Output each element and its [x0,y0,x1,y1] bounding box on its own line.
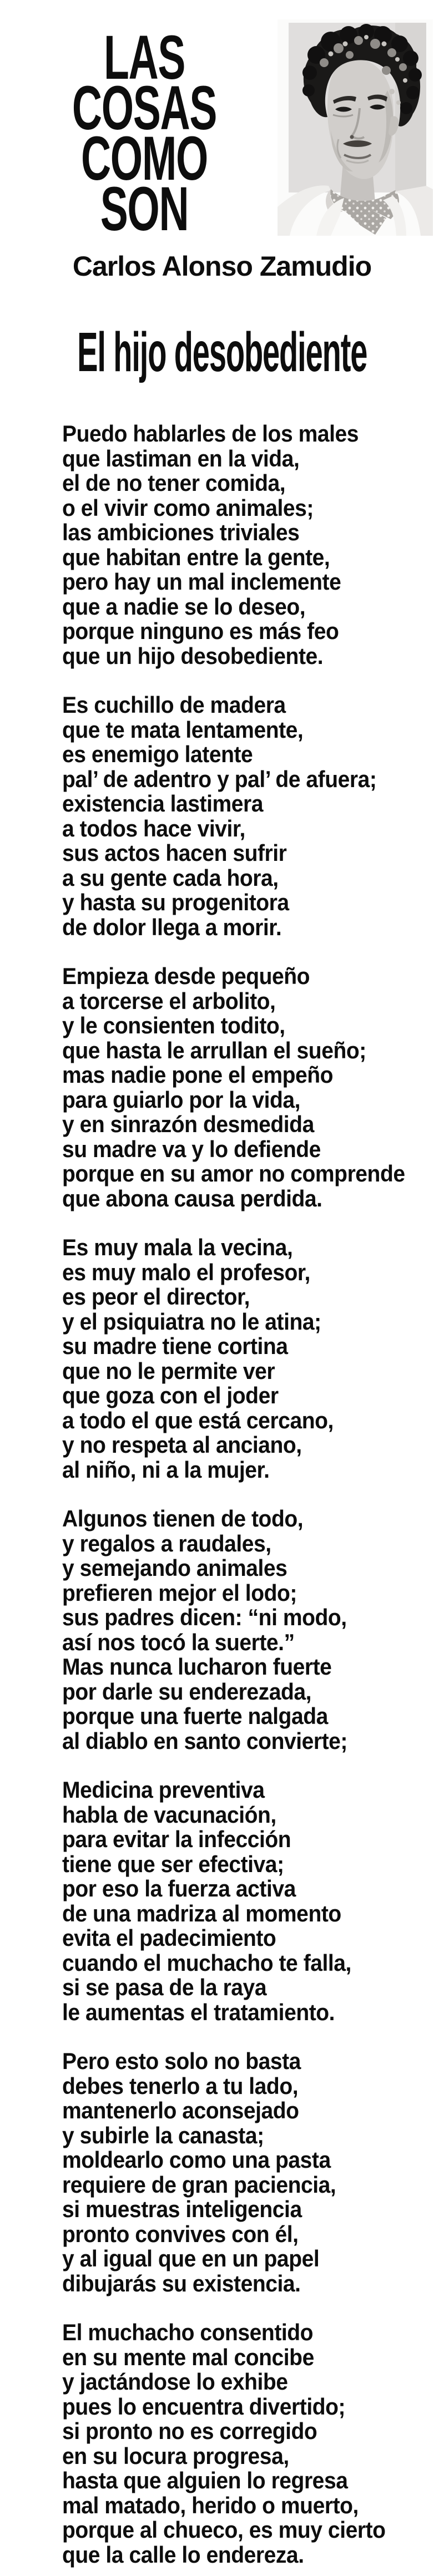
author-byline: Carlos Alonso Zamudio [72,251,372,282]
poem-line: porque al chueco, es muy cierto [62,2517,386,2543]
poem-line: pues lo encuentra divertido; [62,2393,346,2420]
poem-line: moldearlo como una pasta [62,2147,331,2173]
poem-line: porque una fuerte nalgada [62,1703,328,1729]
logo-line: COMO [80,124,208,193]
poem-line: que te mata lentamente, [62,716,304,743]
poem-line: a su gente cada hora, [62,864,279,891]
poem-line: El muchacho consentido [62,2319,314,2345]
poem-line: y hasta su progenitora [62,889,289,915]
poem-line: al niño, ni a la mujer. [62,1456,270,1483]
poem-line: en su mente mal concibe [62,2344,314,2370]
poem-line: y le consienten todito, [62,1012,285,1038]
poem-line: para evitar la infección [62,1826,291,1852]
poem-line: y semejando animales [62,1555,287,1581]
stanza [62,422,403,668]
poem-line: de dolor llega a morir. [62,914,282,940]
poem-line: es muy malo el profesor, [62,1259,310,1285]
poem-line: al diablo en santo convierte; [62,1727,347,1754]
poem-line: Empieza desde pequeño [62,963,310,989]
poem-line: su madre va y lo defiende [62,1135,321,1162]
poem-line: pronto convives con él, [62,2220,299,2247]
poem [62,422,403,2576]
logo-line: LAS [103,23,185,92]
poem-line: y regalos a raudales, [62,1530,271,1556]
poem-line: y el psiquiatra no le atina; [62,1308,321,1335]
poem-line: que la calle lo endereza. [62,2541,304,2568]
poem-line: porque en su amor no comprende [62,1160,405,1186]
poem-line: si pronto no es corregido [62,2418,317,2444]
poem-line: Pero esto solo no basta [62,2048,301,2074]
poem-line: por eso la fuerza activa [62,1875,296,1901]
poem-line: en su locura progresa, [62,2442,289,2469]
poem-line: las ambiciones triviales [62,519,300,545]
poem-line: y en sinrazón desmedida [62,1111,314,1137]
poem-line: a todo el que está cercano, [62,1407,334,1433]
poem-line: pal’ de adentro y pal’ de afuera; [62,765,377,792]
poem-line: es peor el director, [62,1284,250,1310]
poem-line: prefieren mejor el lodo; [62,1579,297,1606]
stanza [62,1235,403,1482]
stanza [62,693,403,940]
poem-line: para guiarlo por la vida, [62,1086,301,1113]
poem-line: que no le permite ver [62,1357,275,1384]
author-photo-illustration [278,19,433,236]
poem-line: es enemigo latente [62,741,253,767]
logo-line: COSAS [72,73,217,143]
poem-line: y jactándose lo exhibe [62,2369,288,2395]
poem-line: sus padres dicen: “ni modo, [62,1604,347,1630]
poem-line: porque ninguno es más feo [62,618,339,644]
poem-line: Algunos tienen de todo, [62,1505,304,1532]
poem-line: y al igual que en un papel [62,2245,320,2271]
poem-line: Puedo hablarles de los males [62,420,359,447]
poem-line: Mas nunca lucharon fuerte [62,1654,332,1680]
poem-line: que a nadie se lo deseo, [62,593,306,620]
poem-line: sus actos hacen sufrir [62,840,287,866]
poem-line: pero hay un mal inclemente [62,569,341,595]
poem-line: su madre tiene cortina [62,1333,288,1359]
logo-line: SON [100,174,189,244]
poem-line: dibujarás su existencia. [62,2270,301,2296]
poem-line: así nos tocó la suerte.” [62,1629,295,1655]
poem-line: a torcerse el arbolito, [62,987,276,1014]
poem-line: que un hijo desobediente. [62,642,324,669]
poem-line: Es cuchillo de madera [62,692,286,718]
poem-line: evita el padecimiento [62,1925,276,1951]
poem-line: a todos hace vivir, [62,815,245,841]
poem-line: mas nadie pone el empeño [62,1062,334,1088]
column-logo [20,23,269,244]
poem-line: que lastiman en la vida, [62,445,300,471]
poem-line: debes tenerlo a tu lado, [62,2072,299,2099]
poem-title-text: El hijo desobediente [77,321,367,383]
poem-line: existencia lastimera [62,790,264,817]
poem-line: y no respeta al anciano, [62,1432,302,1458]
stanza [62,964,403,1211]
poem-line: que habitan entre la gente, [62,544,330,570]
poem-line: el de no tener comida, [62,470,286,496]
poem-line: que hasta le arrullan el sueño; [62,1037,366,1063]
poem-line: tiene que ser efectiva; [62,1850,284,1877]
poem-title [0,321,444,383]
poem-line: requiere de gran paciencia, [62,2171,336,2198]
poem-line: habla de vacunación, [62,1801,276,1828]
author-photo [278,19,433,236]
poem-line: por darle su enderezada, [62,1678,312,1705]
stanza [62,1507,403,1753]
poem-line: Es muy mala la vecina, [62,1234,293,1260]
poem-line: hasta que alguien lo regresa [62,2467,348,2493]
poem-line: si muestras inteligencia [62,2196,302,2222]
stanza [62,2049,403,2296]
poem-line: que abona causa perdida. [62,1185,322,1211]
poem-line: que goza con el joder [62,1382,279,1408]
poem-line: le aumentas el tratamiento. [62,1999,335,2025]
poem-line: cuando el muchacho te falla, [62,1949,351,1976]
stanza [62,1778,403,2025]
poem-line: mal matado, herido o muerto, [62,2492,359,2518]
poem-line: y subirle la canasta; [62,2122,264,2148]
poem-line: mantenerlo aconsejado [62,2097,299,2123]
stanza [62,2320,403,2567]
poem-line: si se pasa de la raya [62,1974,267,2000]
poem-line: de una madriza al momento [62,1900,341,1926]
poem-line: Medicina preventiva [62,1777,265,1803]
poem-line: o el vivir como animales; [62,494,314,521]
